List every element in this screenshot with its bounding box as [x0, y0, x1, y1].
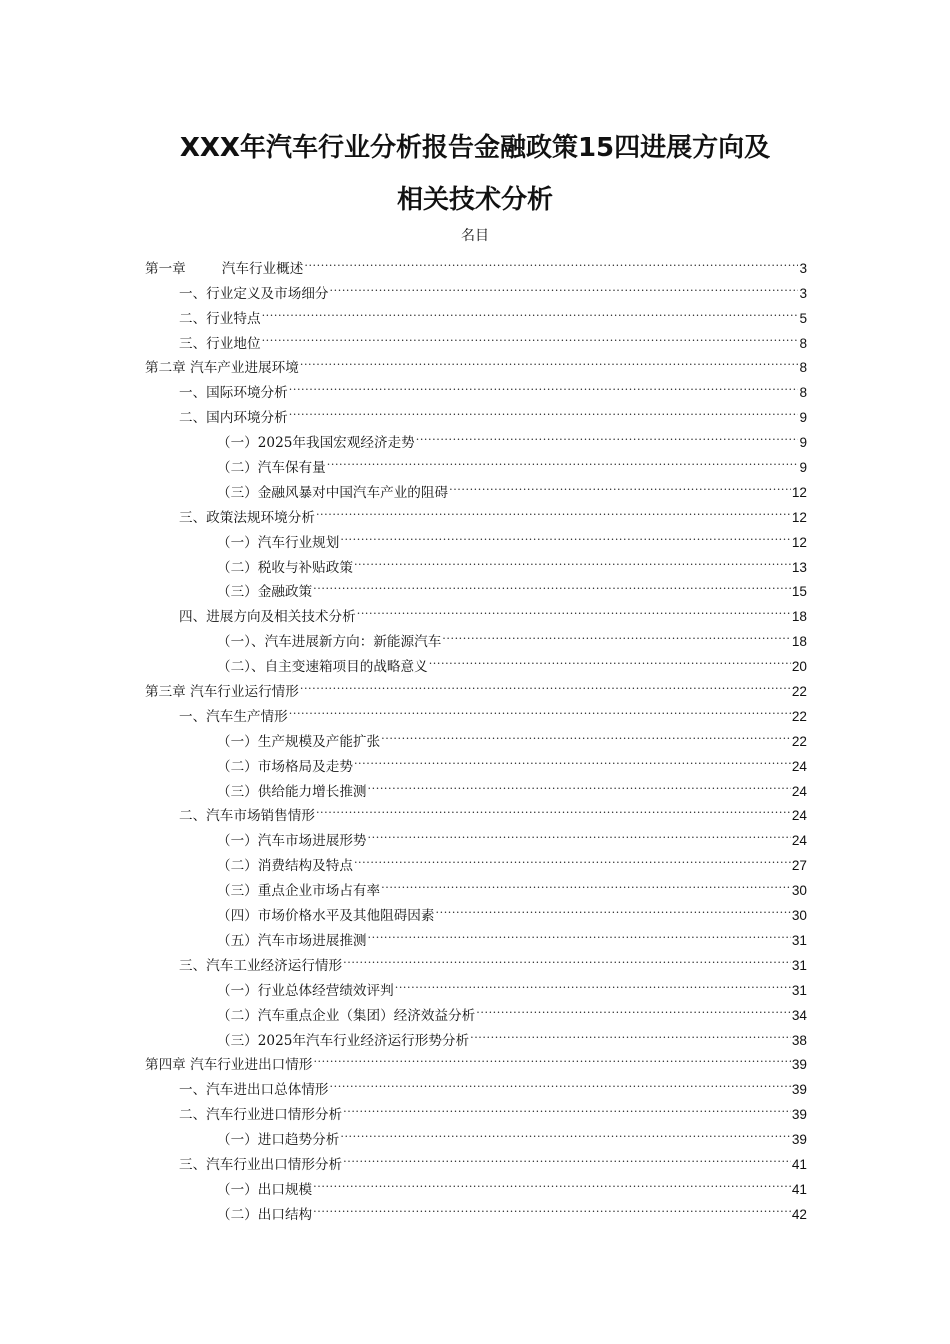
toc-page-number: 39 [791, 1107, 807, 1123]
toc-entry-text: （三）金融政策 [217, 584, 313, 601]
table-of-contents [145, 248, 807, 1223]
toc-entry-text [145, 257, 303, 282]
toc-dot-leader [381, 721, 791, 746]
toc-entry-text: （一）汽车市场进展形势 [217, 833, 367, 850]
toc-dot-leader [354, 746, 791, 771]
toc-entry-text: 一、国际环境分析 [179, 385, 288, 402]
toc-entry-text: （二）市场格局及走势 [217, 758, 353, 775]
toc-page-number: 13 [791, 559, 807, 575]
toc-entry-text: （三）供给能力增长推测 [217, 783, 367, 800]
toc-page-number: 22 [791, 684, 807, 700]
toc-dot-leader [330, 1069, 791, 1094]
toc-dot-leader [313, 572, 791, 597]
toc-dot-leader [416, 422, 799, 447]
toc-dot-leader [262, 298, 799, 323]
toc-entry-text: （二）消费结构及特点 [217, 858, 353, 875]
toc-entry-text: （一）出口规模 [217, 1181, 313, 1198]
toc-entry-text: （二）、自主变速箱项目的战略意义 [217, 659, 428, 676]
toc-page-number: 12 [791, 509, 807, 525]
toc-dot-leader [343, 945, 791, 970]
toc-dot-leader [343, 1094, 791, 1119]
toc-page-number: 30 [791, 908, 807, 924]
toc-page-number: 20 [791, 659, 807, 675]
toc-entry-text: 二、汽车市场销售情形 [179, 808, 315, 825]
toc-entry-text: （三）2025年汽车行业经济运行形势分析 [217, 1032, 470, 1049]
toc-page-number: 39 [791, 1082, 807, 1098]
toc-page-number: 9 [799, 460, 807, 476]
toc-entry-text: （二）税收与补贴政策 [217, 559, 353, 576]
toc-entry-text: （一）、汽车进展新方向：新能源汽车 [217, 634, 442, 651]
toc-page-number: 27 [791, 858, 807, 874]
toc-page-number: 22 [791, 733, 807, 749]
toc-entry-text: 第四章 汽车行业进出口情形 [145, 1057, 313, 1074]
toc-entry-text: （一）2025年我国宏观经济走势 [217, 435, 415, 452]
toc-page-number: 3 [799, 260, 807, 276]
toc-dot-leader [327, 447, 799, 472]
toc-dot-leader [289, 397, 799, 422]
toc-page-number: 24 [791, 833, 807, 849]
toc-entry-text: 第二章 汽车产业进展环境 [145, 360, 299, 377]
toc-page-number: 34 [791, 1007, 807, 1023]
toc-page-number: 15 [791, 584, 807, 600]
toc-dot-leader [368, 820, 791, 845]
toc-page-number: 18 [791, 609, 807, 625]
toc-page-number: 12 [791, 484, 807, 500]
toc-entry-text: 三、政策法规环境分析 [179, 509, 315, 526]
toc-entry-text: （三）重点企业市场占有率 [217, 883, 381, 900]
toc-page-number: 3 [799, 285, 807, 301]
toc-page-number: 24 [791, 758, 807, 774]
toc-entry-text: 第三章 汽车行业运行情形 [145, 684, 299, 701]
toc-dot-leader [470, 1020, 791, 1045]
toc-entry-text: （二）汽车保有量 [217, 460, 326, 477]
toc-entry-text: （五）汽车市场进展推测 [217, 932, 367, 949]
toc-entry-text: 三、汽车行业出口情形分析 [179, 1156, 343, 1173]
toc-entry-text: （一）进口趋势分析 [217, 1132, 340, 1149]
toc-page-number: 41 [791, 1156, 807, 1172]
toc-entry-text: 四、进展方向及相关技术分析 [179, 609, 356, 626]
toc-page-number: 38 [791, 1032, 807, 1048]
toc-dot-leader [330, 273, 799, 298]
toc-page-number: 12 [791, 534, 807, 550]
toc-dot-leader [340, 1119, 791, 1144]
toc-dot-leader [395, 970, 791, 995]
toc-entry-text: 二、汽车行业进口情形分析 [179, 1107, 343, 1124]
toc-page-number: 39 [791, 1132, 807, 1148]
toc-dot-leader [289, 372, 799, 397]
toc-entry-text: （二）出口结构 [217, 1206, 313, 1223]
toc-dot-leader [429, 646, 791, 671]
toc-entry-text: 二、行业特点 [179, 310, 261, 327]
toc-dot-leader [343, 1144, 791, 1169]
toc-entry-text: （二）汽车重点企业（集团）经济效益分析 [217, 1007, 476, 1024]
toc-dot-leader [354, 547, 791, 572]
toc-dot-leader [340, 522, 791, 547]
toc-dot-leader [354, 845, 791, 870]
title-line-1: XXX年汽车行业分析报告金融政策15四进展方向及 [179, 133, 771, 163]
toc-entry-text: 一、汽车进出口总体情形 [179, 1082, 329, 1099]
toc-entry-text: （一）生产规模及产能扩张 [217, 733, 381, 750]
toc-page-number: 42 [791, 1206, 807, 1222]
toc-entry-text: 二、国内环境分析 [179, 410, 288, 427]
toc-dot-leader [316, 497, 791, 522]
toc-dot-leader [449, 472, 791, 497]
toc-page-number: 41 [791, 1181, 807, 1197]
toc-heading: 名目 [461, 228, 489, 244]
toc-page-number: 18 [791, 634, 807, 650]
toc-entry-text: （四）市场价格水平及其他阻碍因素 [217, 908, 435, 925]
toc-page-number: 8 [799, 335, 807, 351]
toc-dot-leader [381, 870, 791, 895]
toc-entry[interactable] [145, 248, 807, 277]
toc-entry-text: 三、行业地位 [179, 335, 261, 352]
toc-page-number: 8 [799, 385, 807, 401]
toc-page-number: 22 [791, 708, 807, 724]
toc-dot-leader [436, 895, 791, 920]
toc-chapter-title: 汽车行业概述 [221, 260, 304, 277]
toc-dot-leader [300, 348, 799, 373]
toc-chapter-label: 第一章 [145, 260, 186, 277]
toc-dot-leader [313, 1194, 791, 1219]
toc-entry-text: （一）汽车行业规划 [217, 534, 340, 551]
toc-page-number: 9 [799, 410, 807, 426]
toc-dot-leader [476, 995, 791, 1020]
toc-page-number: 31 [791, 982, 807, 998]
toc-entry-text: 三、汽车工业经济运行情形 [179, 957, 343, 974]
document-title [100, 122, 850, 226]
toc-dot-leader [313, 1045, 790, 1070]
toc-dot-leader [300, 671, 791, 696]
toc-entry-text: （三）金融风暴对中国汽车产业的阻碍 [217, 484, 449, 501]
toc-page-number: 9 [799, 435, 807, 451]
toc-page-number: 31 [791, 957, 807, 973]
toc-dot-leader [262, 323, 799, 348]
toc-page-number: 39 [791, 1057, 807, 1073]
toc-page-number: 8 [799, 360, 807, 376]
toc-dot-leader [289, 696, 791, 721]
toc-dot-leader [313, 1169, 791, 1194]
toc-entry-text: 一、汽车生产情形 [179, 708, 288, 725]
toc-dot-leader [368, 920, 791, 945]
toc-page-number: 5 [799, 310, 807, 326]
toc-dot-leader [368, 771, 791, 796]
toc-entry-text: （一）行业总体经营绩效评判 [217, 982, 394, 999]
toc-page-number: 24 [791, 808, 807, 824]
toc-dot-leader [357, 596, 791, 621]
toc-dot-leader [304, 248, 798, 273]
toc-page-number: 31 [791, 932, 807, 948]
title-line-2: 相关技术分析 [396, 185, 553, 215]
toc-page-number: 30 [791, 883, 807, 899]
toc-dot-leader [442, 621, 791, 646]
toc-page-number: 24 [791, 783, 807, 799]
toc-dot-leader [316, 796, 791, 821]
toc-entry-text: 一、行业定义及市场细分 [179, 285, 329, 302]
